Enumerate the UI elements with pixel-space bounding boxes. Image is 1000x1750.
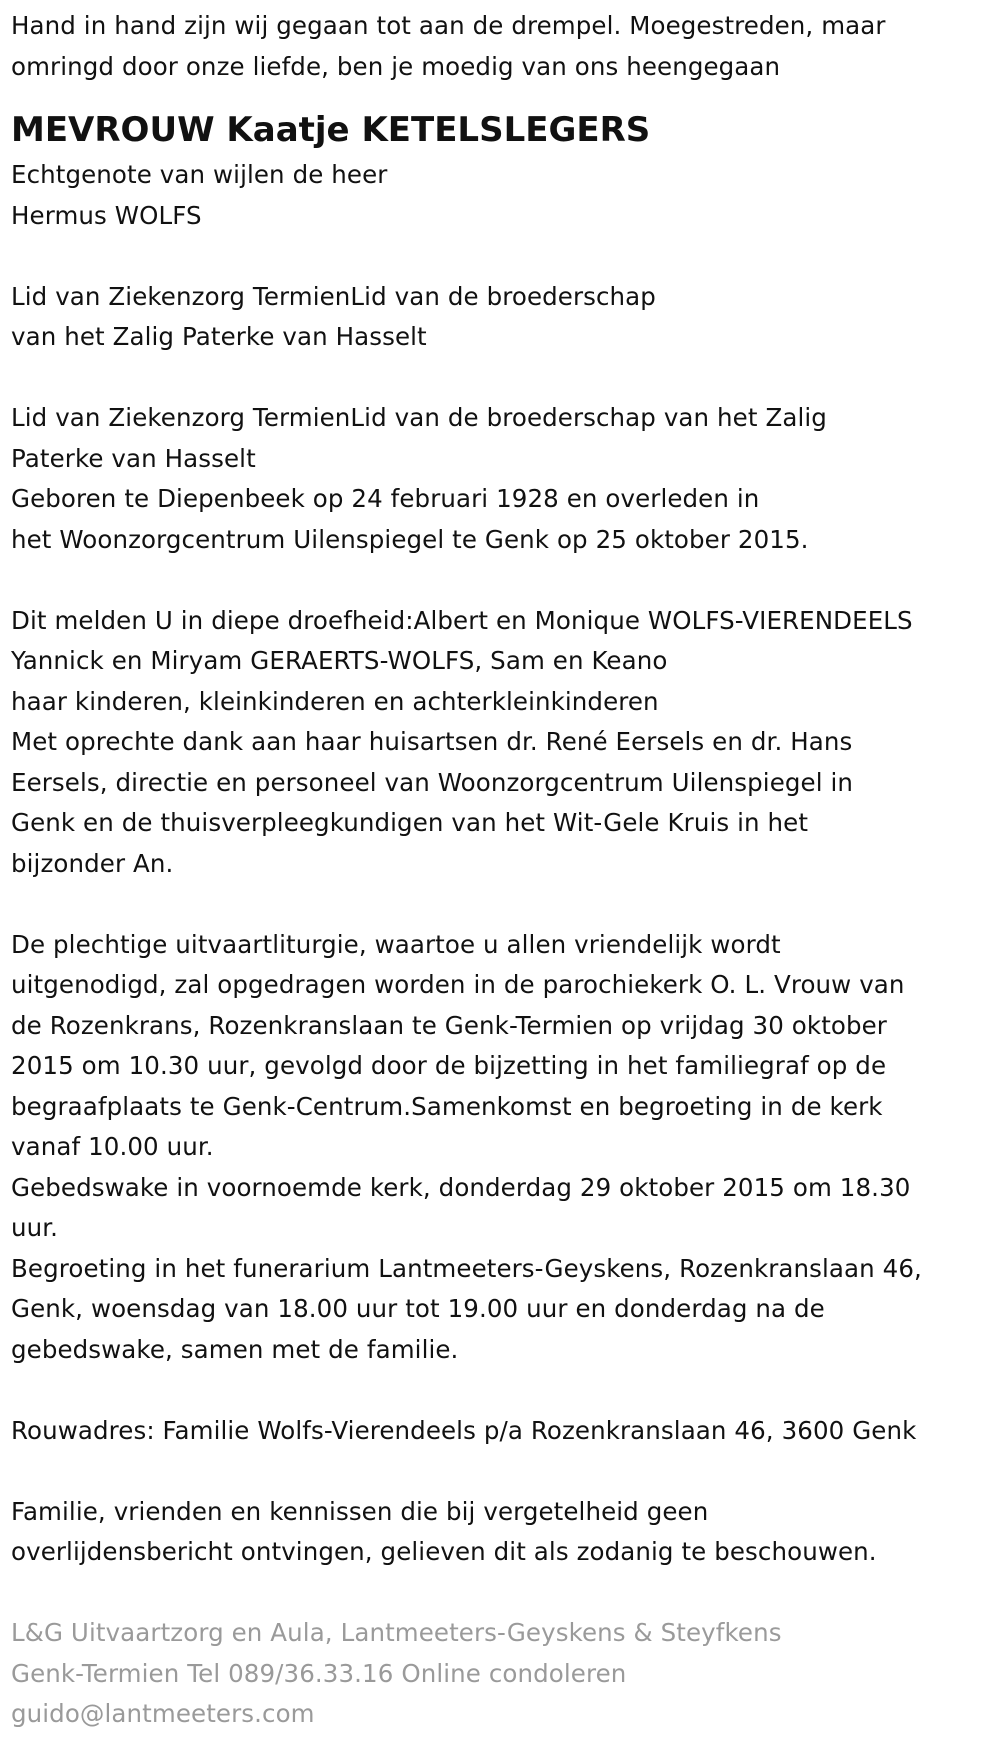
birth-death-line: Geboren te Diepenbeek op 24 februari 1928 en overleden in <box>11 484 760 513</box>
ceremony-line: begraafplaats te Genk-Centrum.Samenkomst en begroeting in de kerk <box>11 1091 883 1121</box>
contact-line: Genk-Termien Tel 089/36.33.16 Online condoleren <box>11 1658 627 1688</box>
funeral-home-line: L&G Uitvaartzorg en Aula, Lantmeeters-Geyskens & Steyfkens <box>11 1618 782 1647</box>
notice-line: overlijdensbericht ontvingen, gelieven dit als zodanig te beschouwen. <box>11 1537 877 1566</box>
intro-section <box>11 6 996 87</box>
paragraph-gap <box>11 236 996 277</box>
spouse-line: Echtgenote van wijlen de heer <box>11 160 388 189</box>
family-line: haar kinderen, kleinkinderen en achterkleinkinderen <box>11 686 659 716</box>
membership-line: Lid van Ziekenzorg TermienLid van de broederschap <box>11 281 656 311</box>
mourning-address: Rouwadres: Familie Wolfs-Vierendeels p/a Rozenkranslaan 46, 3600 Genk <box>11 1415 917 1445</box>
membership-line: Paterke van Hasselt <box>11 443 256 473</box>
visitation-line: Begroeting in het funerarium Lantmeeters-Geyskens, Rozenkranslaan 46, <box>11 1253 922 1283</box>
address-section <box>11 1411 996 1452</box>
thanks-line: Genk en de thuisverpleegkundigen van het Wit-Gele Kruis in het <box>11 808 809 837</box>
obituary-notice <box>11 6 996 1735</box>
family-line: Dit melden U in diepe droefheid:Albert en Monique WOLFS-VIERENDEELS <box>11 605 913 635</box>
membership-section-2 <box>11 398 996 560</box>
membership-line: van het Zalig Paterke van Hasselt <box>11 322 427 351</box>
deceased-name: MEVROUW Kaatje KETELSLEGERS <box>11 110 651 150</box>
spouse-line: Hermus WOLFS <box>11 200 202 230</box>
visitation-line: Genk, woensdag van 18.00 uur tot 19.00 uur en donderdag na de <box>11 1294 825 1323</box>
paragraph-gap <box>11 560 996 601</box>
ceremony-line: vanaf 10.00 uur. <box>11 1132 214 1161</box>
email-line: guido@lantmeeters.com <box>11 1699 315 1728</box>
thanks-line: Eersels, directie en personeel van Woonzorgcentrum Uilenspiegel in <box>11 767 854 797</box>
footer-section <box>11 1613 996 1735</box>
family-section <box>11 601 996 885</box>
ceremony-section <box>11 925 996 1371</box>
vigil-line: uur. <box>11 1213 59 1242</box>
ceremony-line: De plechtige uitvaartliturgie, waartoe u allen vriendelijk wordt <box>11 929 781 959</box>
paragraph-gap <box>11 358 996 399</box>
birth-death-line: het Woonzorgcentrum Uilenspiegel te Genk op 25 oktober 2015. <box>11 524 809 554</box>
vigil-line: Gebedswake in voornoemde kerk, donderdag 29 oktober 2015 om 18.30 <box>11 1172 911 1202</box>
spouse-section <box>11 155 996 236</box>
thanks-line: Met oprechte dank aan haar huisartsen dr. René Eersels en dr. Hans <box>11 727 853 756</box>
intro-line: Hand in hand zijn wij gegaan tot aan de drempel. Moegestreden, maar <box>11 11 886 40</box>
visitation-line: gebedswake, samen met de familie. <box>11 1334 459 1364</box>
notice-section <box>11 1492 996 1573</box>
ceremony-line: de Rozenkrans, Rozenkranslaan te Genk-Termien op vrijdag 30 oktober <box>11 1010 887 1040</box>
notice-line: Familie, vrienden en kennissen die bij vergetelheid geen <box>11 1496 709 1526</box>
membership-line: Lid van Ziekenzorg TermienLid van de broederschap van het Zalig <box>11 403 827 432</box>
paragraph-gap <box>11 884 996 925</box>
intro-line: omringd door onze liefde, ben je moedig van ons heengegaan <box>11 51 781 81</box>
membership-section-1 <box>11 277 996 358</box>
paragraph-gap <box>11 1370 996 1411</box>
family-line: Yannick en Miryam GERAERTS-WOLFS, Sam en Keano <box>11 646 668 675</box>
thanks-line: bijzonder An. <box>11 848 174 878</box>
ceremony-line: uitgenodigd, zal opgedragen worden in de parochiekerk O. L. Vrouw van <box>11 970 905 999</box>
paragraph-gap <box>11 1573 996 1614</box>
paragraph-gap <box>11 1451 996 1492</box>
ceremony-line: 2015 om 10.30 uur, gevolgd door de bijzetting in het familiegraf op de <box>11 1051 887 1080</box>
